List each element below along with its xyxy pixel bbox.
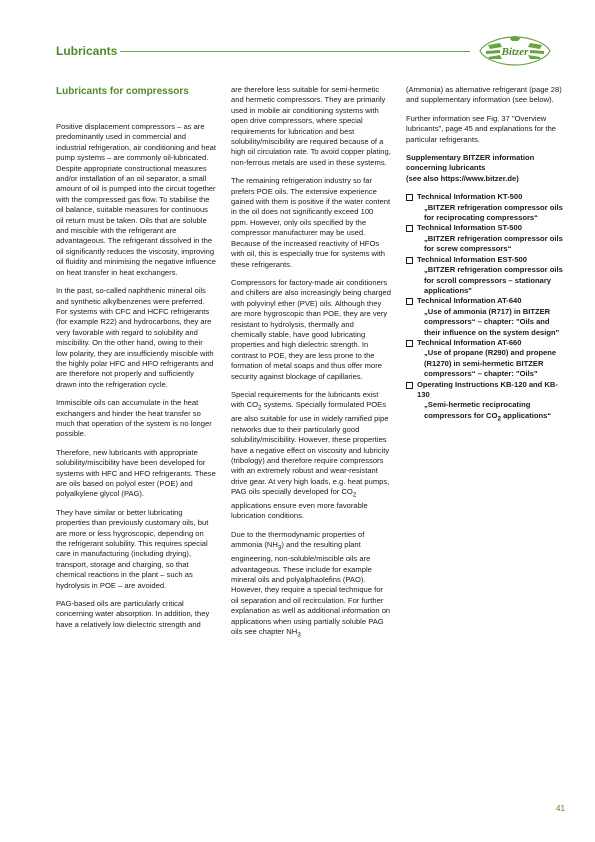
bitzer-logo — [478, 33, 552, 69]
svg-text:Bitzer: Bitzer — [501, 46, 529, 58]
reference-title: Technical Information AT-660 — [417, 337, 522, 347]
list-item — [406, 380, 566, 425]
list-item — [406, 255, 566, 297]
text-run: applications“ — [500, 410, 552, 420]
reference-title: Technical Information KT-500 — [417, 192, 523, 202]
reference-title: Technical Information AT-640 — [417, 296, 522, 306]
paragraph: (Ammonia) as alternative refrigerant (page 28) and supplementary information (see below). — [406, 85, 562, 105]
checkbox-icon — [406, 340, 413, 347]
list-item — [406, 296, 566, 338]
checkbox-icon — [406, 298, 413, 305]
text-run: systems. Specially formulated POEs are also suitable for use in widely ramified pipe networks due to their particularly good solubility/miscibility. However, these properties have a negative effect on viscosity and lubricity (tribology) and therefore require compressors with an extremely robust and wear-resistant drive gear. At very high loads, e.g. heat pumps, PAG oils specially developed for CO — [231, 400, 390, 497]
paragraph: PAG-based oils are particularly critical concerning water absorption. In addition, they have a relatively low dielectric strength and — [56, 599, 210, 629]
paragraph: are therefore less suitable for semi-hermetic and hermetic compressors. They are primarily used in mobile air conditioning systems with open drive compressors, where special requirements for lubrication and best solubility/miscibility are required because of a high oil circulation rate. To avoid copper plating, non-ferrous metals are used in these systems. — [231, 85, 391, 167]
checkbox-icon — [406, 257, 413, 264]
paragraph: Positive displacement compressors – as are predominantly used in commercial and industrial refrigeration, air conditioning and heat pump systems – are commonly oil-lubricated. Despite appropriate constructional measures and/or installation of an oil separator, a small amount of oil is pumped into the circuit together with the compressed gas flow. To stabilise the oil balance, suitable measures for continuous oil return must be taken. Oils that are soluble and miscible with the refrigerant are advantageous. The refrigerant dissolved in the oil significantly reduces the viscosity, improving oil fluidity and minimising the negative influence on heat transfer in heat exchangers. — [56, 122, 216, 277]
reference-subtitle — [417, 400, 566, 424]
subscript: 2 — [497, 415, 501, 423]
checkbox-icon — [406, 194, 413, 201]
supplementary-heading-line: (see also https://www.bitzer.de) — [406, 173, 519, 183]
section-title: Lubricants for compressors — [56, 86, 189, 97]
list-item — [406, 192, 566, 223]
reference-subtitle: „Use of propane (R290) and propene (R1270) in semi-hermetic BITZER compressors“ – chapter: "Oils" — [424, 348, 557, 379]
list-item — [406, 338, 566, 380]
paragraph: The remaining refrigeration industry so far prefers POE oils. The extensive experience gained with them is positive if the water content in the oil does not significantly exceed 100 ppm. However, only oils specified by the compressor manufacturer may be used. Because of the increased reactivity of HFOs with oil, this is especially true for systems with these refrigerants. — [231, 176, 391, 269]
header-title: Lubricants — [56, 44, 118, 58]
paragraph: Immiscible oils can accumulate in the heat exchangers and hinder the heat transfer so much that operation of the system is no longer possible. — [56, 398, 212, 439]
header-rule — [120, 51, 470, 52]
text-run: applications ensure even more favorable lubrication conditions. — [231, 501, 368, 521]
reference-subtitle: „BITZER refrigeration compressor oils for scroll compressors – stationary applications" — [424, 265, 563, 295]
column-1 — [56, 85, 216, 638]
paragraph: Compressors for factory-made air conditioners and chillers are also increasingly being charged with polyvinyl ether (PVE) oils. Although they are more hygroscopic than POE, they are very resistant to hydrolysis, thermally and chemically stable, have good lubricating properties and high dielectric strength. In contrast to POE, they are less prone to the formation of metal soaps and thus offer more security against blockage of capillaries. — [231, 277, 391, 381]
text-run: Special requirements for the lubricants exist with CO — [231, 389, 379, 410]
reference-title: Technical Information ST-500 — [417, 223, 522, 233]
subscript: 2 — [352, 491, 357, 499]
paragraph: Further information see Fig. 37 "Overview lubricants", page 45 and explanations for the particular refrigerants. — [406, 113, 557, 144]
column-3 — [406, 85, 566, 425]
paragraph — [231, 530, 391, 641]
reference-list — [406, 192, 566, 424]
reference-subtitle: „BITZER refrigeration compressor oils for screw compressors“ — [424, 233, 563, 254]
checkbox-icon — [406, 382, 413, 389]
text-run: ) and the resulting plant engineering, non-soluble/miscible oils are advantageous. These include for example mineral oils and polyalphaolefins (PAO). However, they require a special technique for oil separation and oil recirculation. For further explanation as well as additional information on applications when using partially soluble PAG oils see chapter NH — [231, 540, 391, 637]
subscript: 2 — [258, 404, 262, 412]
reference-subtitle: „BITZER refrigeration compressor oils for reciprocating compressors“ — [424, 202, 563, 223]
reference-title: Operating Instructions KB-120 and KB-130 — [417, 379, 558, 399]
checkbox-icon — [406, 225, 413, 232]
text-run: „Semi-hermetic reciprocating compressors for CO — [424, 400, 531, 420]
subscript: 3 — [277, 544, 282, 552]
paragraph: Therefore, new lubricants with appropriate solubility/miscibility have been developed for systems with HFC and HFO refrigerants. These are oils based on polyol ester (POE) and polyalkylene glycol (PAG). — [56, 447, 216, 499]
paragraph — [231, 390, 391, 522]
supplementary-heading — [406, 153, 566, 184]
paragraph: They have similar or better lubricating properties than previously customary oils, but are more or less hygroscopic, depending on the refrigerant solubility. This requires special care in manufacturing (including drying), transport, storage and charging, so that chemical reactions in the plant – such as hydrolysis in POE – are avoided. — [56, 507, 209, 590]
supplementary-heading-line: Supplementary BITZER information concerning lubricants — [406, 153, 535, 173]
paragraph: In the past, so-called naphthenic mineral oils and synthetic alkylbenzenes were preferred. For systems with CFC and HCFC refrigerants (for example R22) and hydrocarbons, they are very favorable with regard to solubility and miscibility. On the other hand, owing to their low polarity, they are insufficiently miscible with the highly polar HFC and HFO refrigerants and are therefore not properly and sufficiently drawn into the refrigeration cycle. — [56, 286, 214, 389]
text-run: Due to the thermodynamic properties of ammonia (NH — [231, 529, 365, 550]
reference-title: Technical Information EST-500 — [417, 254, 527, 264]
subscript: 3 — [297, 631, 301, 639]
column-2 — [231, 85, 391, 649]
list-item — [406, 223, 566, 254]
page-number: 41 — [556, 804, 565, 813]
reference-subtitle: „Use of ammonia (R717) in BITZER compressors“ – chapter: "Oils and their influence on the system design" — [424, 306, 560, 337]
